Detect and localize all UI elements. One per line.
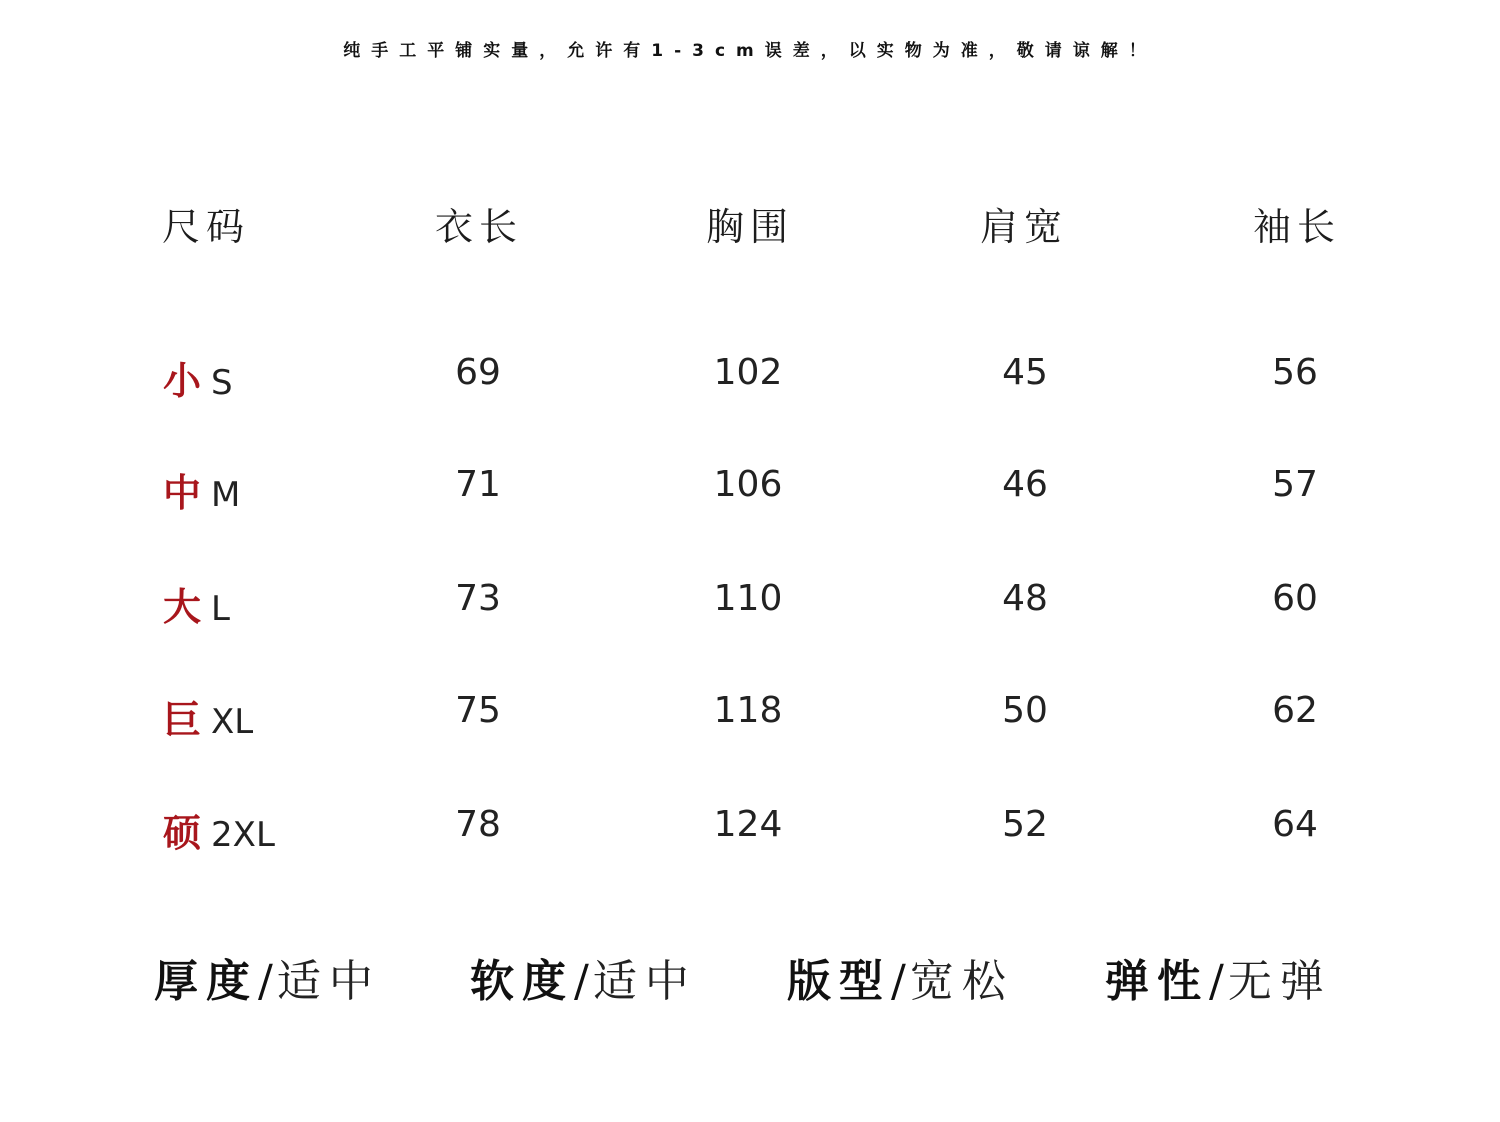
spec-key: 版型 [787,956,891,1007]
cell-shoulder: 48 [1002,578,1048,619]
size-label-en: M [211,475,241,515]
spec-separator: / [891,956,910,1007]
spec-value: 适中 [592,956,697,1007]
header-chest: 胸围 [706,205,795,249]
cell-sleeve: 60 [1272,578,1318,619]
size-label-en: XL [211,702,254,742]
measurement-notice: 纯手工平铺实量，允许有1-3cm误差，以实物为准，敬请谅解！ [343,41,1157,61]
spec-separator: / [1209,956,1228,1007]
size-label-cn: 大 [163,584,202,629]
cell-shoulder: 52 [1002,804,1048,845]
spec-key: 厚度 [154,956,258,1007]
table-row-size [163,802,275,857]
cell-length: 75 [455,690,501,731]
size-label-en: 2XL [211,815,275,855]
cell-shoulder: 45 [1002,352,1048,393]
cell-sleeve: 57 [1272,464,1318,505]
header-length: 衣长 [435,205,524,249]
spec-value: 宽松 [909,956,1014,1007]
spec-elasticity [1105,945,1332,1009]
cell-chest: 102 [713,352,783,393]
cell-sleeve: 64 [1272,804,1318,845]
cell-length: 78 [455,804,501,845]
cell-chest: 110 [713,578,783,619]
table-row-size [163,350,233,405]
cell-chest: 106 [713,464,783,505]
spec-value: 无弹 [1227,956,1332,1007]
spec-separator: / [574,956,593,1007]
cell-shoulder: 50 [1002,690,1048,731]
header-shoulder: 肩宽 [980,205,1069,249]
size-label-cn: 小 [163,358,202,403]
spec-value: 适中 [276,956,381,1007]
table-row-size [163,576,230,631]
header-size: 尺码 [162,205,251,249]
size-label-cn: 巨 [163,697,202,742]
cell-sleeve: 56 [1272,352,1318,393]
cell-chest: 118 [713,690,783,731]
table-row-size [163,689,253,744]
cell-sleeve: 62 [1272,690,1318,731]
spec-softness [470,945,697,1009]
fabric-specs [0,945,1500,1005]
size-label-cn: 硕 [163,810,202,855]
cell-chest: 124 [713,804,783,845]
spec-fit [787,945,1014,1009]
size-label-en: L [211,589,230,629]
cell-length: 69 [455,352,501,393]
header-sleeve: 袖长 [1253,205,1342,249]
spec-key: 弹性 [1105,956,1209,1007]
spec-separator: / [258,956,277,1007]
cell-shoulder: 46 [1002,464,1048,505]
spec-key: 软度 [470,956,574,1007]
spec-thickness [154,945,381,1009]
cell-length: 73 [455,578,501,619]
size-label-en: S [211,363,233,403]
size-label-cn: 中 [163,470,202,515]
cell-length: 71 [455,464,501,505]
table-row-size [163,462,240,517]
